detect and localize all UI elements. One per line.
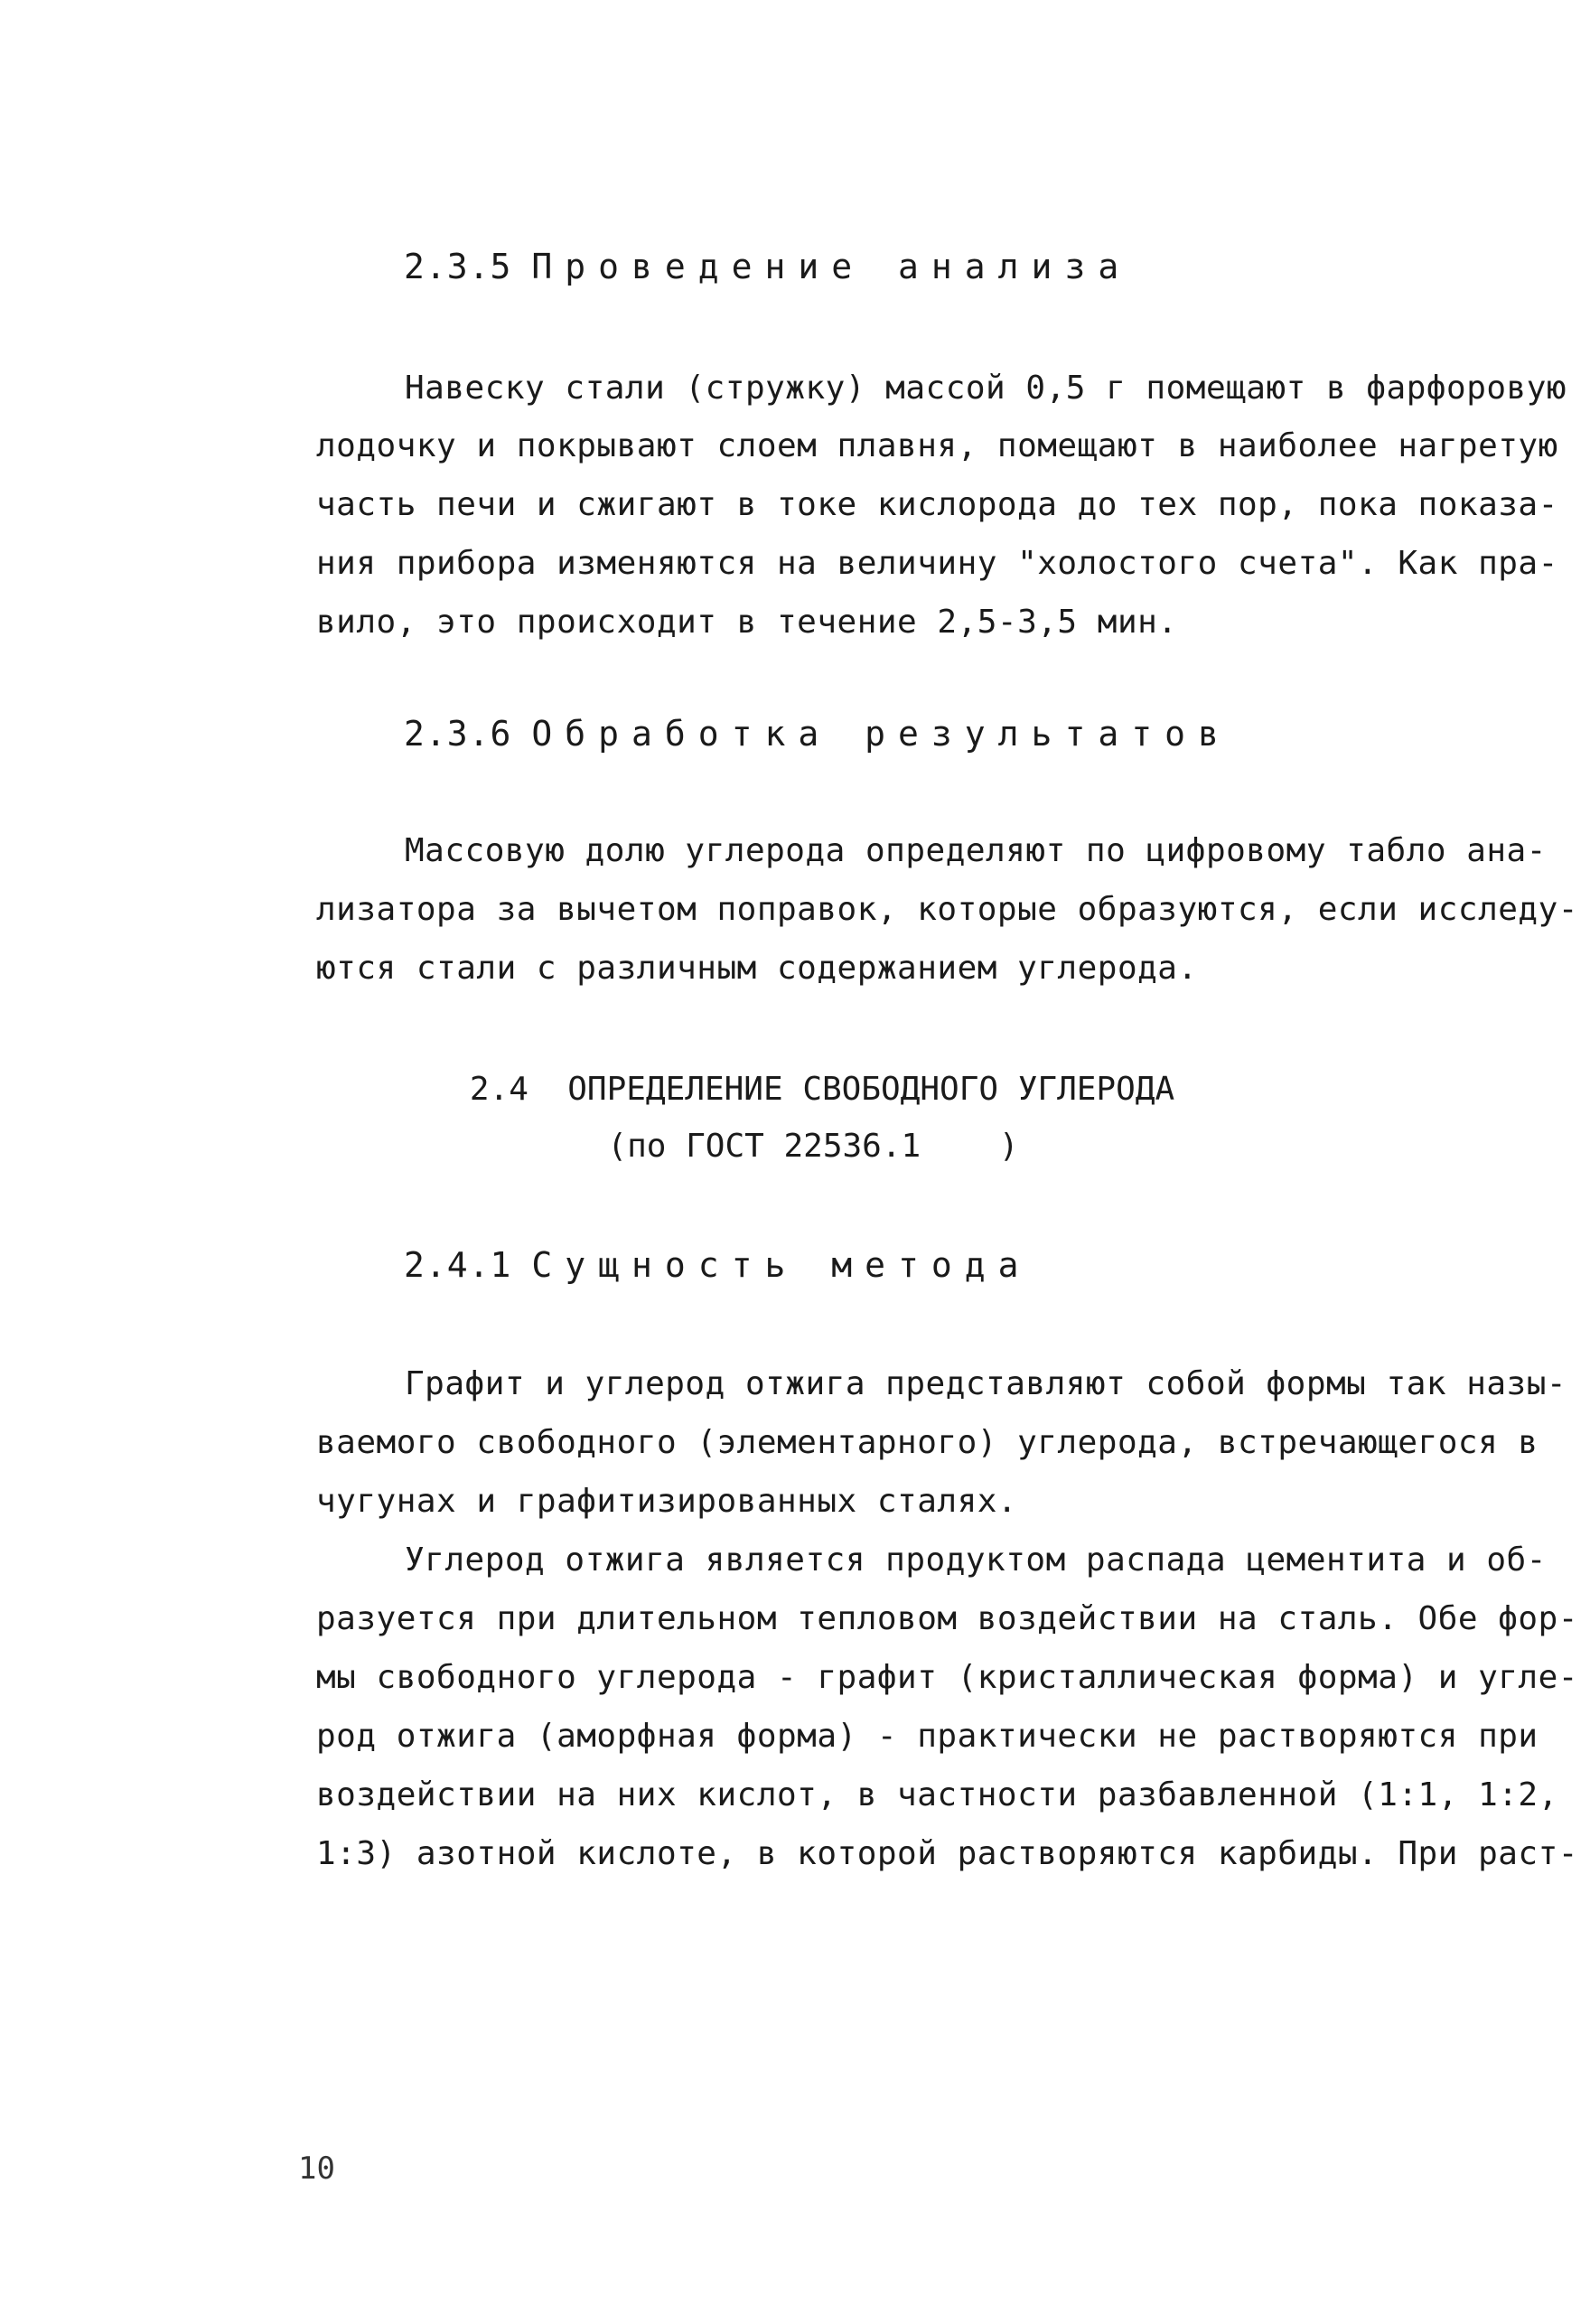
paragraph-line: мы свободного углерода - графит (кристаллическая форма) и угле- bbox=[316, 1659, 1578, 1696]
section-number: 2.3.5 bbox=[404, 247, 512, 286]
chapter-heading-standard-ref: (по ГОСТ 22536.1 ) bbox=[607, 1128, 1019, 1165]
chapter-heading-2-4: 2.4 ОПРЕДЕЛЕНИЕ СВОБОДНОГО УГЛЕРОДА bbox=[469, 1071, 1175, 1108]
paragraph-line: Углерод отжига является продуктом распада цементита и об- bbox=[405, 1542, 1547, 1579]
paragraph-line: лодочку и покрывают слоем плавня, помещают в наиболее нагретую bbox=[316, 427, 1558, 464]
paragraph-line: ния прибора изменяются на величину "холостого счета". Как пра- bbox=[316, 545, 1558, 582]
paragraph-line: чугунах и графитизированных сталях. bbox=[316, 1483, 1018, 1520]
paragraph-line: Графит и углерод отжига представляют собой формы так назы- bbox=[405, 1365, 1567, 1402]
paragraph-line: вило, это происходит в течение 2,5-3,5 мин. bbox=[316, 604, 1178, 641]
paragraph-line: Навеску стали (стружку) массой 0,5 г помещают в фарфоровую bbox=[405, 370, 1567, 407]
paragraph-line: 1:3) азотной кислоте, в которой растворяются карбиды. При раст- bbox=[316, 1835, 1578, 1872]
paragraph-line: ваемого свободного (элементарного) углерода, встречающегося в bbox=[316, 1424, 1539, 1461]
section-title: Сущность метода bbox=[531, 1245, 1032, 1285]
section-heading-2-3-6 bbox=[404, 713, 1231, 754]
paragraph-line: Массовую долю углерода определяют по цифровому табло ана- bbox=[405, 832, 1547, 869]
paragraph-line: часть печи и сжигают в токе кислорода до тех пор, пока показа- bbox=[316, 486, 1558, 523]
section-number: 2.3.6 bbox=[404, 714, 512, 754]
paragraph-line: воздействии на них кислот, в частности разбавленной (1:1, 1:2, bbox=[316, 1776, 1558, 1813]
paragraph-line: ются стали с различным содержанием углерода. bbox=[316, 950, 1198, 987]
paragraph-line: разуется при длительном тепловом воздействии на сталь. Обе фор- bbox=[316, 1600, 1578, 1637]
section-title: Обработка результатов bbox=[531, 714, 1231, 754]
section-heading-2-4-1 bbox=[404, 1244, 1032, 1286]
section-heading-2-3-5 bbox=[404, 246, 1131, 287]
section-number: 2.4.1 bbox=[404, 1245, 512, 1285]
section-title: Проведение анализа bbox=[531, 247, 1132, 286]
paragraph-line: лизатора за вычетом поправок, которые образуются, если исследу- bbox=[316, 891, 1578, 928]
page-number: 10 bbox=[298, 2151, 335, 2187]
paragraph-line: род отжига (аморфная форма) - практически не растворяются при bbox=[316, 1718, 1539, 1755]
